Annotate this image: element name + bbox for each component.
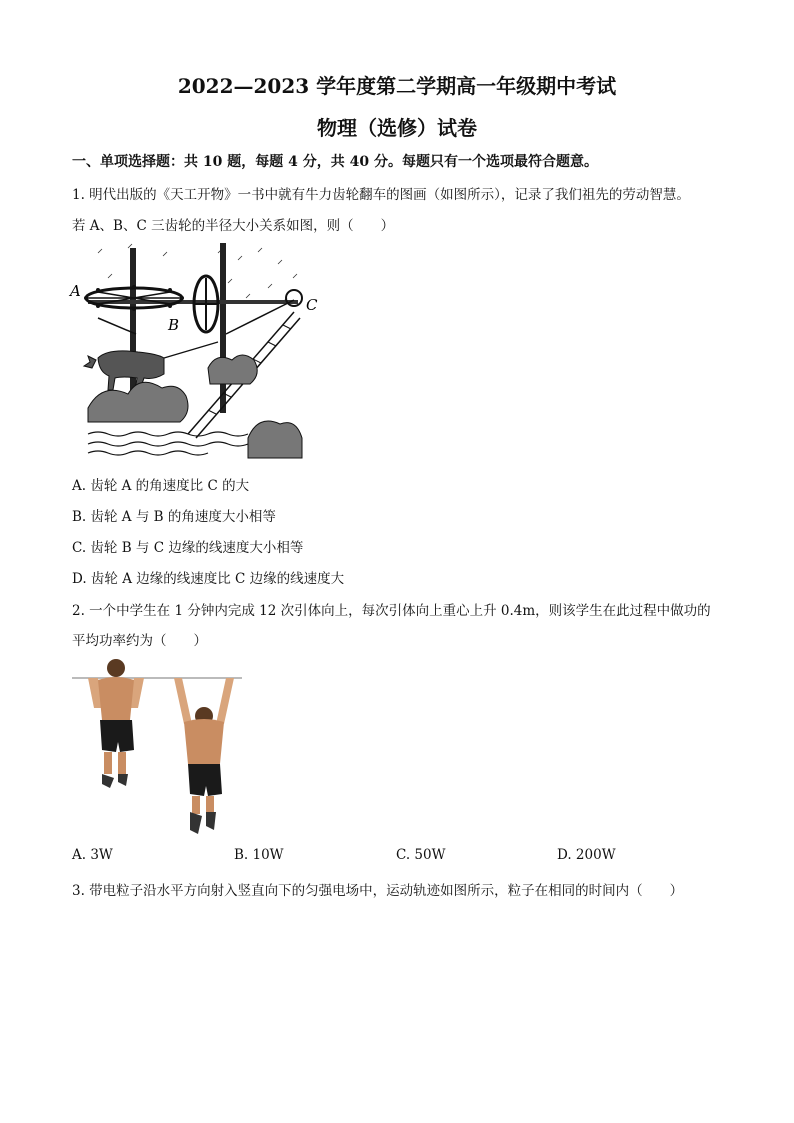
- q1-line1: 1. 明代出版的《天工开物》一书中就有牛力齿轮翻车的图画（如图所示），记录了我们祖先的劳动智慧。: [72, 187, 690, 203]
- q3-line1: 3. 带电粒子沿水平方向射入竖直向下的匀强电场中，运动轨迹如图所示，粒子在相同的时间内（ ）: [72, 883, 684, 899]
- q1-line2: 若 A、B、C 三齿轮的半径大小关系如图，则（ ）: [72, 218, 395, 234]
- exam-title: 2022—2023 学年度第二学期高一年级期中考试: [177, 74, 617, 98]
- q1-gear-illustration: [68, 238, 322, 462]
- label-b: B: [168, 316, 180, 334]
- q2-pullup-illustration: [70, 656, 244, 836]
- q1-option-a: A. 齿轮 A 的角速度比 C 的大: [72, 478, 250, 494]
- q2-line1: 2. 一个中学生在 1 分钟内完成 12 次引体向上，每次引体向上重心上升 0.4m，则该学生在此过程中做功的: [72, 603, 711, 619]
- q2-option-b: B. 10W: [234, 847, 284, 863]
- q1-option-d: D. 齿轮 A 边缘的线速度比 C 边缘的线速度大: [72, 571, 345, 587]
- section-heading: 一、单项选择题：共 10 题，每题 4 分，共 40 分。每题只有一个选项最符合题意。: [72, 154, 598, 170]
- q1-option-b: B. 齿轮 A 与 B 的角速度大小相等: [72, 509, 276, 525]
- q2-option-a: A. 3W: [72, 847, 113, 863]
- label-a: A: [70, 282, 81, 300]
- exam-subtitle: 物理（选修）试卷: [317, 116, 477, 140]
- q2-option-d: D. 200W: [557, 847, 616, 863]
- q2-option-c: C. 50W: [396, 847, 446, 863]
- q2-line2: 平均功率约为（ ）: [72, 633, 207, 649]
- q1-option-c: C. 齿轮 B 与 C 边缘的线速度大小相等: [72, 540, 304, 556]
- label-c: C: [306, 296, 318, 314]
